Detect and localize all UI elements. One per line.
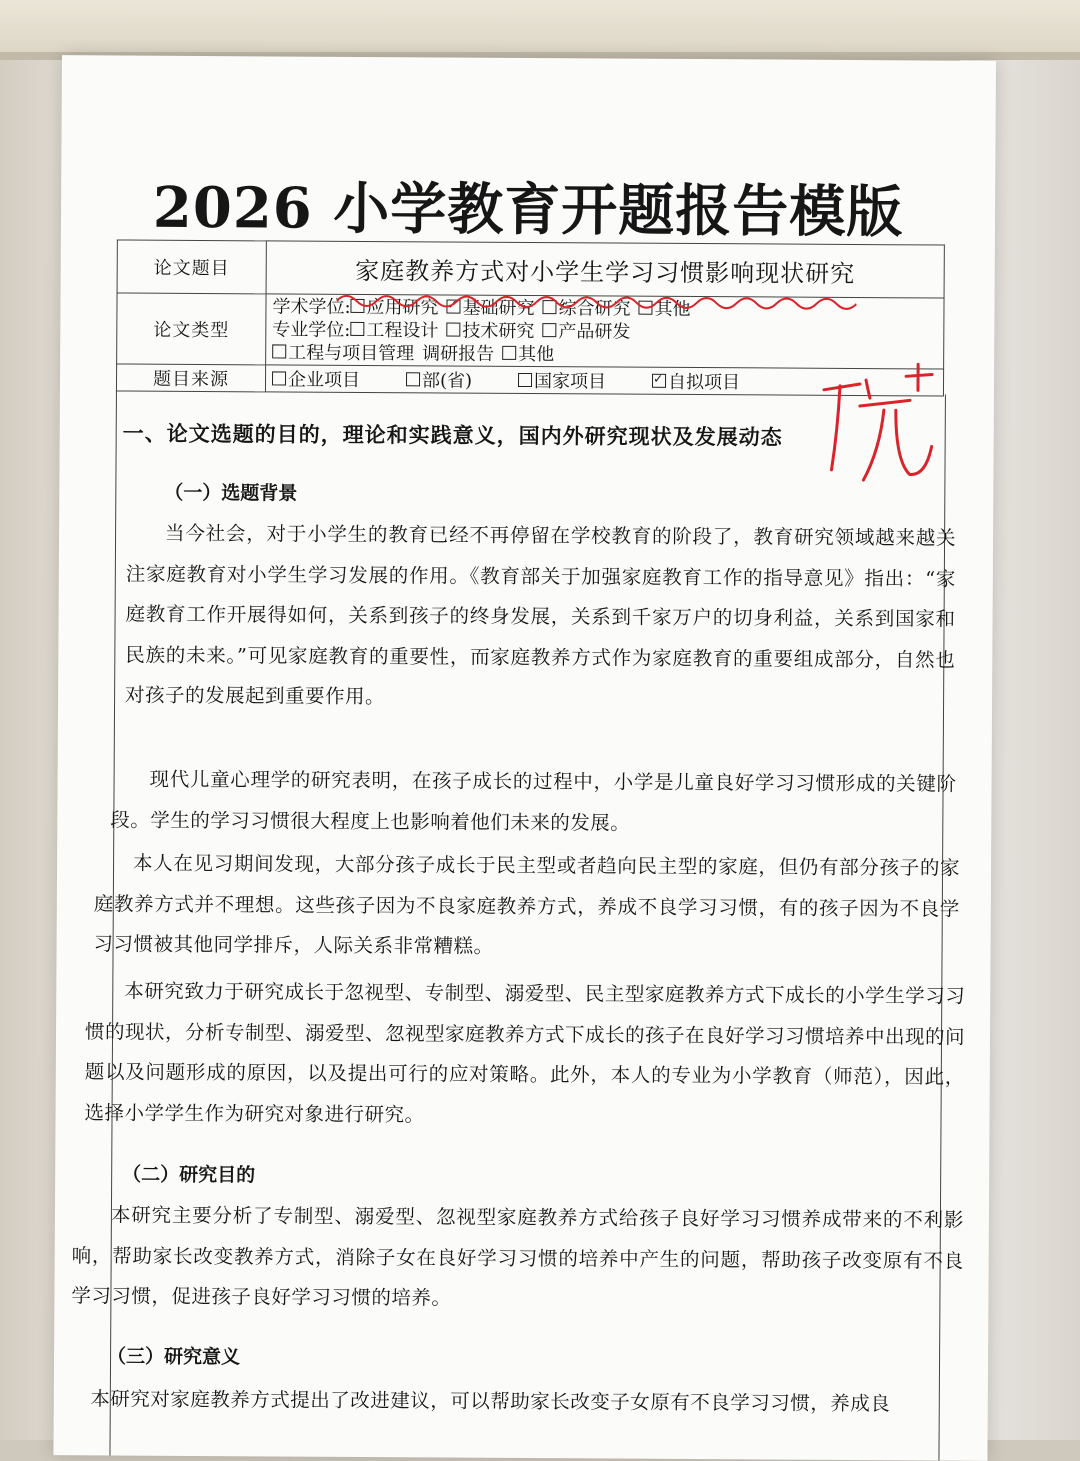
paragraph-background-1: 当今社会，对于小学生的教育已经不再停留在学校教育的阶段了，教育研究领域越来越关注家庭教育对小学生学习发展的作用。《教育部关于加强家庭教育工作的指导意见》指出：“家庭教育工作开展得如何，关系到孩子的终身发展，关系到千家万户的切身利益，关系到国家和民族的未来。”可见家庭教育的重要性，而家庭教养方式作为家庭教育的重要组成部分，自然也对孩子的发展起到重要作用。 bbox=[125, 521, 957, 709]
option-other[interactable]: 其他 bbox=[638, 297, 690, 320]
checkbox[interactable] bbox=[350, 321, 364, 335]
source-national[interactable]: 国家项目 bbox=[518, 367, 606, 394]
subsection-purpose-title: （二）研究目的 bbox=[122, 1163, 256, 1187]
checkbox-checked[interactable] bbox=[652, 374, 666, 388]
academic-prefix: 学术学位: bbox=[272, 295, 351, 318]
option-comprehensive[interactable]: 综合研究 bbox=[542, 297, 630, 321]
checkbox[interactable] bbox=[446, 322, 460, 336]
checkbox[interactable] bbox=[502, 345, 516, 359]
content-frame bbox=[71, 389, 966, 1460]
option-survey-report[interactable]: 调研报告 bbox=[422, 342, 495, 365]
type-label: 论文类型 bbox=[117, 293, 266, 365]
source-self[interactable]: ✓ 自拟项目 bbox=[652, 368, 740, 395]
checkbox[interactable] bbox=[406, 372, 420, 386]
paragraph-background-3: 本人在见习期间发现，大部分孩子成长于民主型或者趋向民主型的家庭，但仍有部分孩子的家庭教养方式并不理想。这些孩子因为不良家庭教养方式，养成不良学习习惯，有的孩子因为不良学习习惯被其他同学排斥，人际关系非常糟糕。 bbox=[93, 851, 961, 958]
paragraph-purpose: 本研究主要分析了专制型、溺爱型、忽视型家庭教养方式给孩子良好学习习惯养成带来的不利影响，帮助家长改变教养方式，消除子女在良好学习习惯的培养中产生的问题，帮助孩子改变原有不良学习习惯，促进孩子良好学习习惯的培养。 bbox=[71, 1203, 964, 1310]
option-product-dev[interactable]: 产品研发 bbox=[542, 320, 630, 344]
section-1-title: 一、论文选题的目的，理论和实践意义，国内外研究现状及发展动态 bbox=[122, 420, 783, 450]
checkbox[interactable] bbox=[272, 371, 286, 385]
red-wavy-underline bbox=[336, 289, 856, 316]
option-project-management[interactable]: 工程与项目管理 bbox=[272, 341, 414, 365]
source-enterprise[interactable]: 企业项目 bbox=[272, 365, 360, 392]
topic-value: 家庭教养方式对小学生学习习惯影响现状研究 bbox=[355, 256, 856, 288]
source-label: 题目来源 bbox=[116, 364, 265, 392]
option-tech-research[interactable]: 技术研究 bbox=[446, 319, 534, 343]
document-page bbox=[53, 55, 996, 1461]
subsection-background-title: （一）选题背景 bbox=[164, 481, 298, 505]
paragraph-background-4: 本研究致力于研究成长于忽视型、专制型、溺爱型、民主型家庭教养方式下成长的小学生学习习惯的现状，分析专制型、溺爱型、忽视型家庭教养方式下成长的孩子在良好学习习惯培养中出现的问题以及问题形成的原因，以及提出可行的应对策略。此外，本人的专业为小学教育（师范），因此，选择小学学生作为研究对象进行研究。 bbox=[84, 979, 966, 1126]
topic-label: 论文题目 bbox=[117, 240, 266, 294]
option-engineering-design[interactable]: 工程设计 bbox=[350, 318, 438, 342]
checkbox[interactable] bbox=[518, 373, 532, 387]
source-ministry[interactable]: 部(省) bbox=[406, 366, 472, 392]
paragraph-background-2: 现代儿童心理学的研究表明，在孩子成长的过程中，小学是儿童良好学习习惯形成的关键阶段。学生的学习习惯很大程度上也影响着他们未来的发展。 bbox=[110, 767, 957, 835]
wall-background bbox=[0, 0, 1080, 60]
checkbox[interactable] bbox=[542, 323, 556, 337]
option-other-2[interactable]: 其他 bbox=[502, 342, 554, 365]
paragraph-significance: 本研究对家庭教养方式提出了改进建议，可以帮助家长改变子女原有不良学习习惯，养成良 bbox=[90, 1387, 891, 1416]
option-applied[interactable]: 应用研究 bbox=[350, 295, 438, 319]
document-title: 2026 小学教育开题报告模版 bbox=[152, 174, 904, 246]
subsection-significance-title: （三）研究意义 bbox=[106, 1345, 241, 1369]
option-basic[interactable]: ✓ 基础研究 bbox=[446, 296, 534, 320]
checkbox[interactable] bbox=[272, 344, 286, 358]
professional-prefix: 专业学位: bbox=[272, 318, 351, 341]
